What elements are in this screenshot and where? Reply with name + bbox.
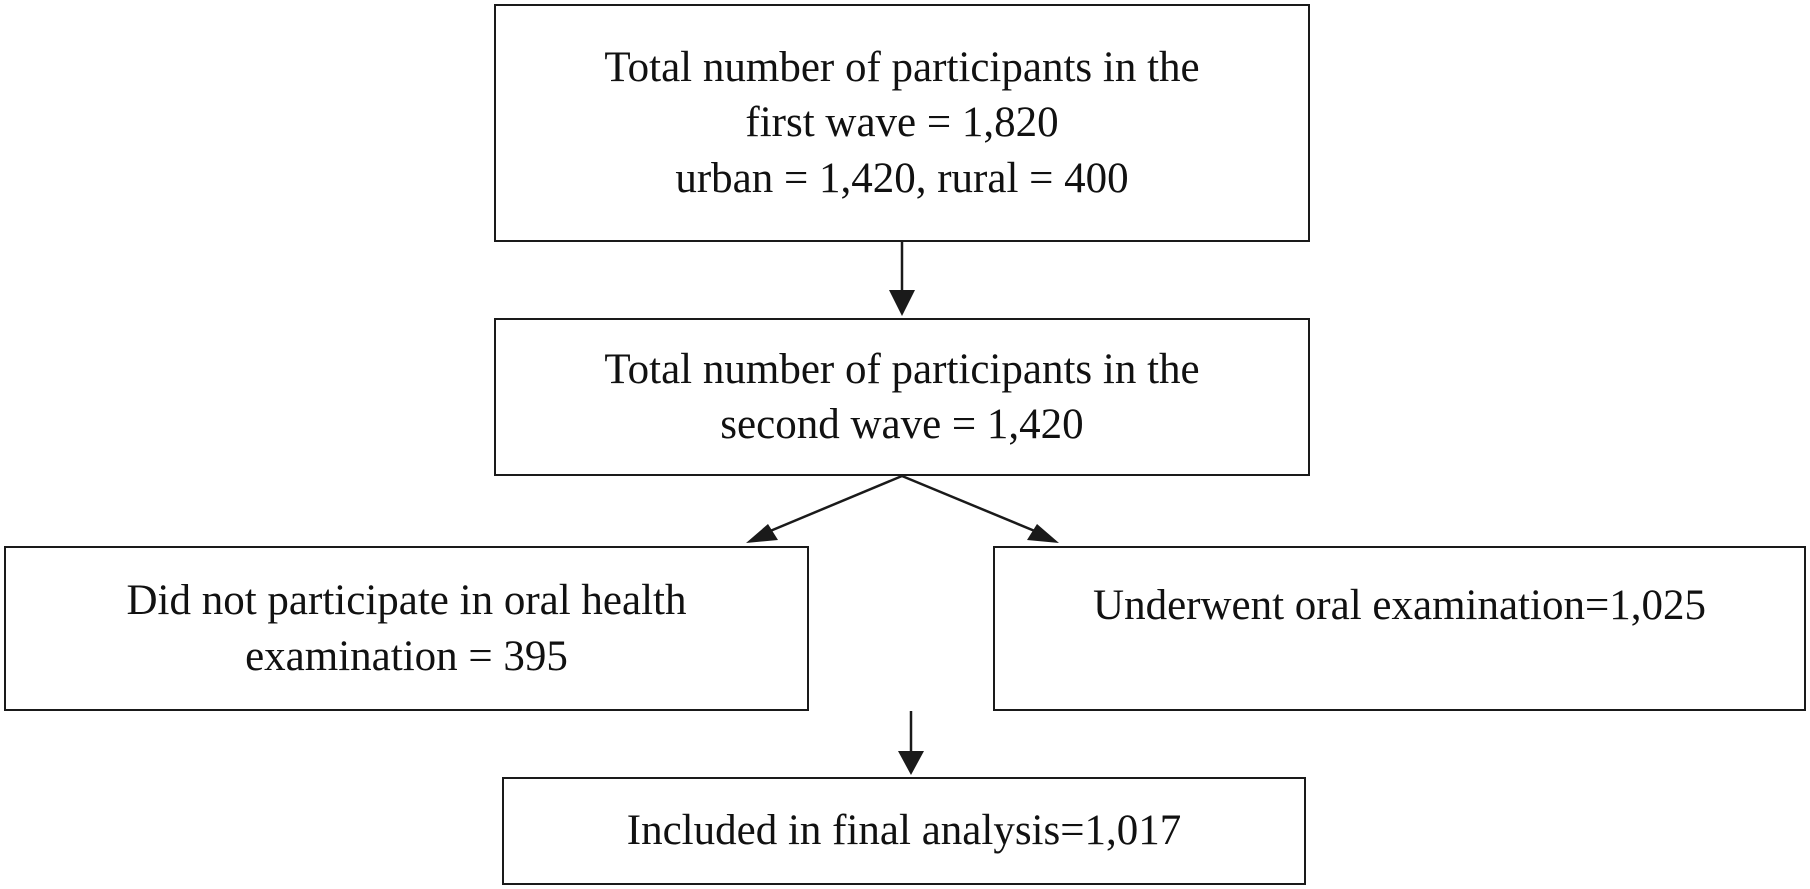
final-analysis-line-1: Included in final analysis=1,017: [626, 807, 1182, 855]
arrow-second-to-no-oral-exam: [746, 476, 902, 543]
arrow-to-final-analysis: [898, 711, 924, 775]
second-wave-box: [494, 318, 1310, 476]
no-oral-exam-line-2: examination = 395: [245, 632, 568, 680]
first-wave-line-3: urban = 1,420, rural = 400: [675, 154, 1129, 202]
arrow-second-to-oral-exam: [902, 476, 1059, 543]
arrow-first-to-second: [889, 242, 915, 316]
oral-exam-line-1: Underwent oral examination=1,025: [1093, 581, 1706, 629]
first-wave-line-1: Total number of participants in the: [604, 44, 1200, 92]
no-oral-exam-line-1: Did not participate in oral health: [126, 577, 687, 625]
oral-exam-box: [993, 546, 1806, 711]
first-wave-box: [494, 4, 1310, 242]
no-oral-exam-box: [4, 546, 809, 711]
first-wave-line-2: first wave = 1,820: [745, 99, 1059, 147]
second-wave-line-1: Total number of participants in the: [604, 345, 1200, 393]
second-wave-line-2: second wave = 1,420: [720, 401, 1084, 448]
final-analysis-box: [502, 777, 1306, 885]
